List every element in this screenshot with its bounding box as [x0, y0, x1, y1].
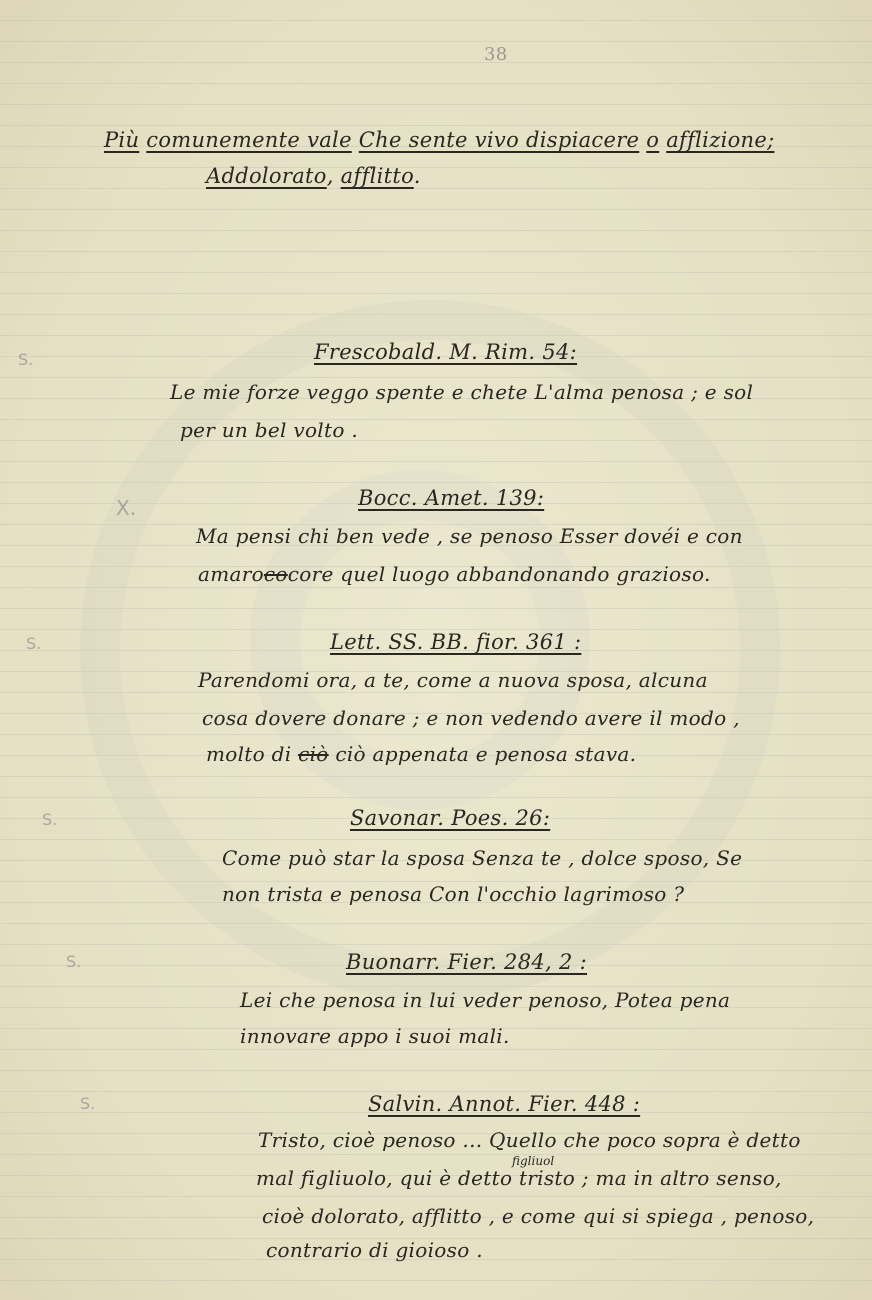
quote-word: ciò appenata e penosa stava.	[335, 742, 637, 766]
quote-word: mal figliuolo, qui è detto	[256, 1166, 513, 1190]
quote-line: Come può star la sposa Senza te , dolce sposo, Se	[222, 846, 743, 870]
citation: Bocc. Amet. 139:	[358, 486, 545, 510]
citation: Frescobald. M. Rim. 54:	[314, 340, 578, 364]
quote-line: Tristo, cioè penoso ... Quello che poco sopra è detto	[258, 1128, 801, 1152]
struck-text: co	[263, 562, 288, 586]
quote-line: contrario di gioioso .	[266, 1238, 483, 1262]
interlinear-insertion: figliuol	[512, 1154, 555, 1168]
margin-mark: X.	[116, 496, 137, 520]
quote-line: innovare appo i suoi mali.	[240, 1024, 510, 1048]
quote-line: Le mie forze veggo spente e chete L'alma penosa ; e sol	[170, 380, 754, 404]
margin-mark: S.	[66, 952, 82, 971]
quote-word: molto di	[206, 742, 292, 766]
intro-word: afflitto	[340, 164, 414, 188]
margin-mark: S.	[80, 1094, 96, 1113]
quote-line: Parendomi ora, a te, come a nuova sposa, alcuna	[198, 668, 708, 692]
citation: Buonarr. Fier. 284, 2 :	[346, 950, 588, 974]
intro-punct: ,	[326, 164, 334, 188]
intro-word: Più	[104, 128, 140, 152]
quote-word: quel luogo abbandonando grazioso.	[340, 562, 711, 586]
intro-definition: Che sente vivo dispiacere	[358, 128, 640, 152]
intro-punct: .	[413, 164, 421, 188]
quote-line: cosa dovere donare ; e non vedendo avere il modo ,	[202, 706, 740, 730]
intro-word: afflizione;	[666, 128, 775, 152]
quote-line	[256, 1166, 782, 1190]
citation: Lett. SS. BB. fior. 361 :	[330, 630, 582, 654]
margin-mark: S.	[26, 634, 42, 653]
struck-text: ciò	[298, 742, 329, 766]
intro-word: Addolorato	[206, 164, 327, 188]
citation: Salvin. Annot. Fier. 448 :	[368, 1092, 641, 1116]
intro-line-1	[104, 128, 774, 152]
intro-word: comunemente vale	[146, 128, 352, 152]
quote-word: core	[287, 562, 334, 586]
quote-word: amaro	[198, 562, 264, 586]
intro-word: o	[646, 128, 660, 152]
quote-word: tristo ; ma in altro senso,	[518, 1166, 782, 1190]
quote-line	[198, 562, 711, 586]
citation: Savonar. Poes. 26:	[350, 806, 551, 830]
margin-mark: S.	[42, 810, 58, 829]
quote-line: non trista e penosa Con l'occhio lagrimoso ?	[222, 882, 685, 906]
quote-line: cioè dolorato, afflitto , e come qui si spiega , penoso,	[262, 1204, 815, 1228]
quote-line: Ma pensi chi ben vede , se penoso Esser dovéi e con	[196, 524, 743, 548]
quote-line	[206, 742, 636, 766]
intro-line-2	[206, 164, 421, 188]
page-number: 38	[484, 44, 508, 65]
quote-line: per un bel volto .	[180, 418, 358, 442]
margin-mark: S.	[18, 350, 34, 369]
quote-line: Lei che penosa in lui veder penoso, Potea pena	[240, 988, 731, 1012]
